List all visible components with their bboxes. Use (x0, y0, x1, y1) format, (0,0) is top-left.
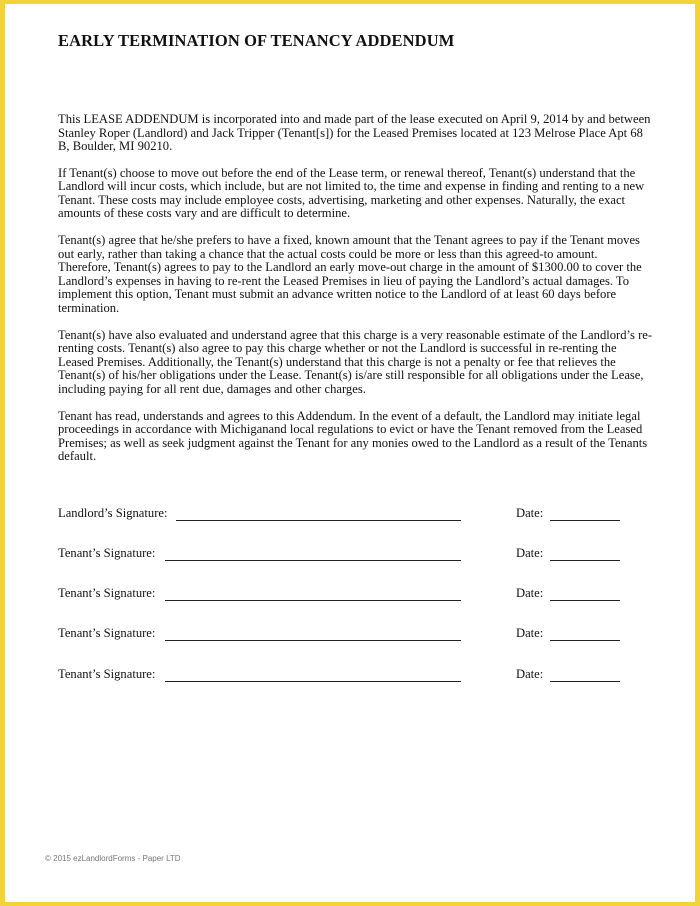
tenant-signature-line[interactable] (165, 560, 461, 561)
date-label: Date: (516, 506, 544, 520)
date-line[interactable] (550, 520, 620, 521)
signature-row-tenant-4 (58, 667, 628, 685)
signature-label: Tenant’s Signature: (58, 667, 156, 681)
document-title: EARLY TERMINATION OF TENANCY ADDENDUM (58, 31, 455, 50)
tenant-signature-line[interactable] (165, 640, 461, 641)
document-body (58, 113, 653, 477)
paragraph-intro: This LEASE ADDENDUM is incorporated into and made part of the lease executed on April 9, 2014 by and between Stanley Roper (Landlord) and Jack Tripper (Tenant[s]) for the Leased Premises located at 123 Melrose Place Apt 68 B, Boulder, MI 90210. (58, 112, 651, 153)
date-line[interactable] (550, 681, 620, 682)
date-line[interactable] (550, 560, 620, 561)
signature-label: Tenant’s Signature: (58, 626, 156, 640)
signature-row-landlord (58, 506, 628, 524)
paragraph-agreement: Tenant has read, understands and agrees to this Addendum. In the event of a default, the Landlord may initiate legal proceedings in accordance with Michiganand local regulations to evict or have the Tenant removed from the Leased Premises; as well as seek judgment against the Tenant for any monies owed to the Landlord as a result of the Tenants default. (58, 408, 648, 464)
date-label: Date: (516, 667, 544, 681)
date-label: Date: (516, 626, 544, 640)
signature-label: Tenant’s Signature: (58, 546, 156, 560)
date-label: Date: (516, 546, 544, 560)
signature-row-tenant-3 (58, 626, 628, 644)
copyright-footer: © 2015 ezLandlordForms - Paper LTD (45, 854, 181, 863)
signature-label: Tenant’s Signature: (58, 586, 156, 600)
date-line[interactable] (550, 640, 620, 641)
paragraph-evaluation: Tenant(s) have also evaluated and understand agree that this charge is a very reasonable estimate of the Landlord’s re-renting costs. Tenant(s) also agree to pay this charge whether or not the Landlord is successful in re-renting the Leased Premises. Additionally, the Tenant(s) understand that this charge is not a penalty or fee that relieves the Tenant(s) of his/her obligations under the Lease. Tenant(s) is/are still responsible for all obligations under the Lease, including paying for all rent due, damages and other charges. (58, 327, 653, 396)
document-page (5, 4, 695, 902)
date-label: Date: (516, 586, 544, 600)
paragraph-fixed-charge: Tenant(s) agree that he/she prefers to have a fixed, known amount that the Tenant agrees to pay if the Tenant moves out early, rather than taking a chance that the actual costs could be more or less than this agreed-to amount. Therefore, Tenant(s) agrees to pay to the Landlord an early move-out charge in the amount of $1300.00 to cover the Landlord’s expenses in having to re-rent the Leased Premises in lieu of paying the Landlord’s actual damages. To implement this option, Tenant must submit an advance written notice to the Landlord of at least 60 days before termination. (58, 233, 642, 315)
date-line[interactable] (550, 600, 620, 601)
signature-row-tenant-2 (58, 586, 628, 604)
tenant-signature-line[interactable] (165, 600, 461, 601)
landlord-signature-line[interactable] (176, 520, 461, 521)
paragraph-costs: If Tenant(s) choose to move out before the end of the Lease term, or renewal thereof, Tenant(s) understand that the Landlord will incur costs, which include, but are not limited to, the time and expense in finding and renting to a new Tenant. These costs may include employee costs, advertising, marketing and other expenses. Naturally, the exact amounts of these costs vary and are difficult to determine. (58, 165, 645, 221)
tenant-signature-line[interactable] (165, 681, 461, 682)
signature-row-tenant-1 (58, 546, 628, 564)
signature-label: Landlord’s Signature: (58, 506, 168, 520)
